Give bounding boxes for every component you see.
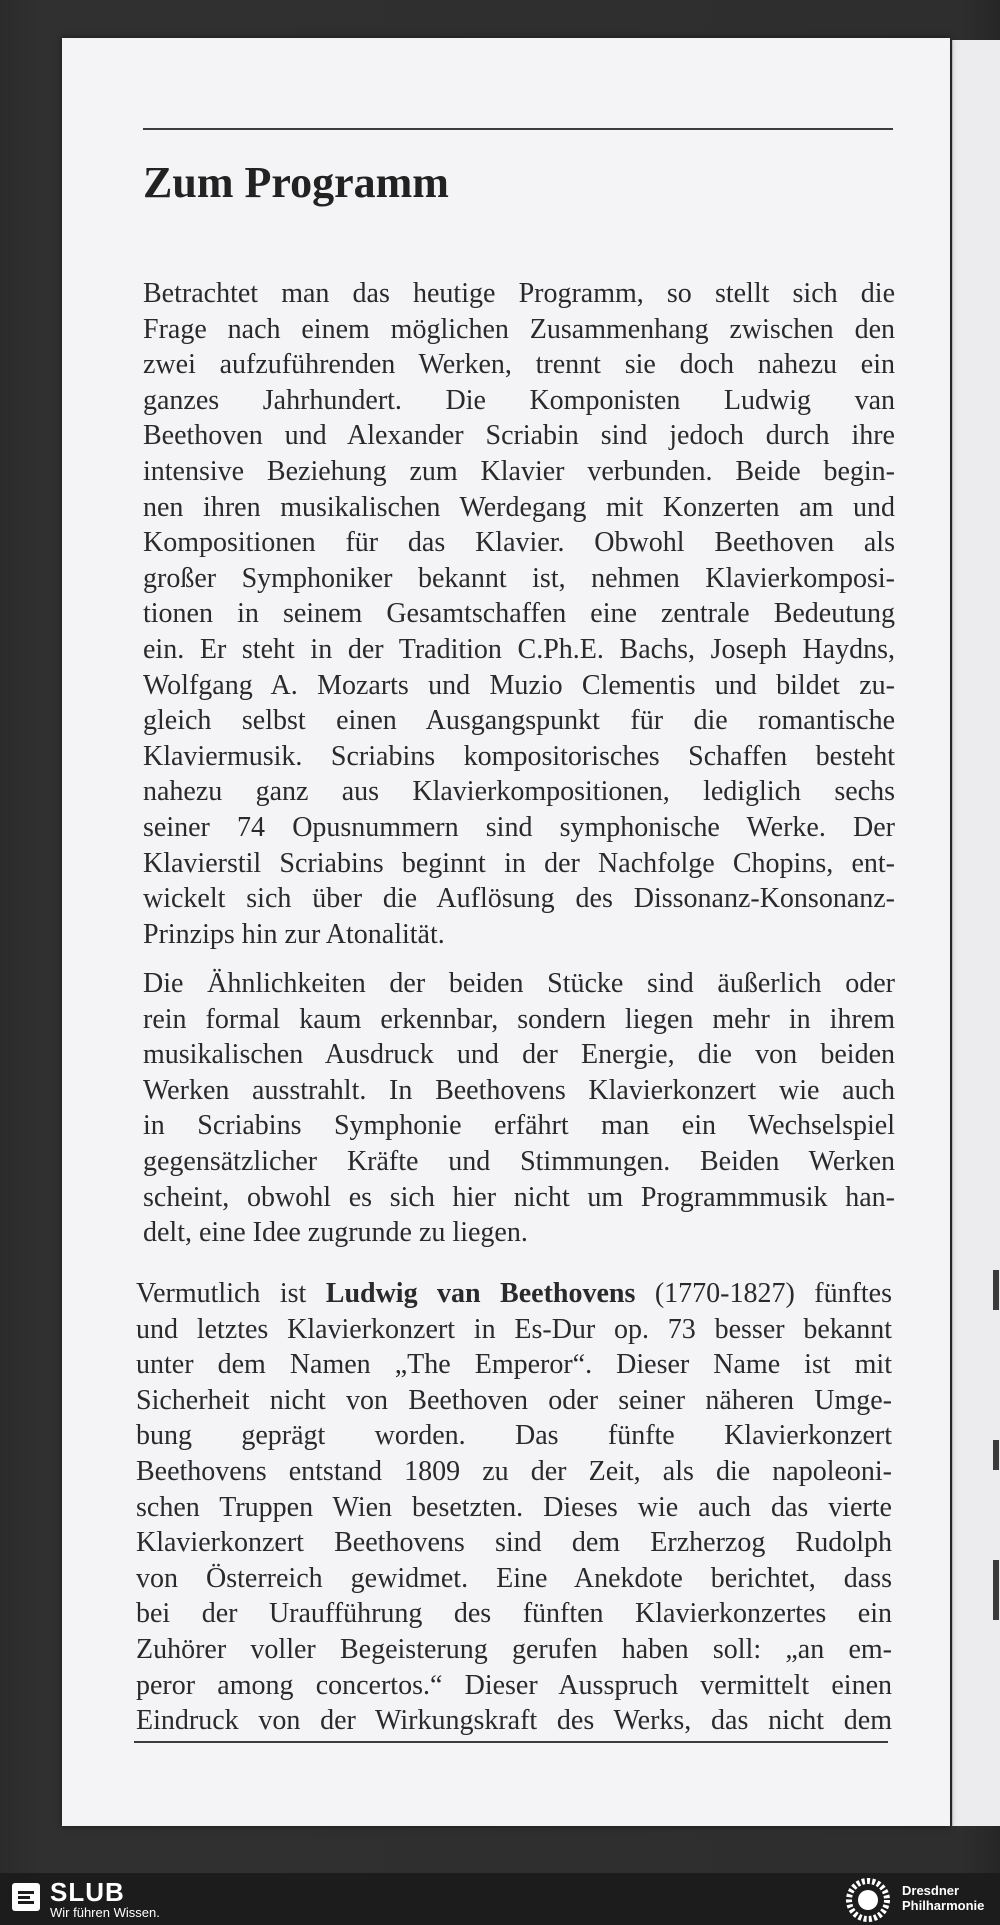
- composer-name-bold: Ludwig van Beethovens: [325, 1278, 636, 1309]
- text-line: tionen in seinem Gesamtschaffen eine zentrale Bedeutung: [143, 598, 895, 630]
- text-line: bei der Uraufführung des fünften Klavierkonzertes ein: [136, 1598, 892, 1630]
- text-line: intensive Beziehung zum Klavier verbunden. Beide begin-: [143, 455, 895, 487]
- text-line: nen ihren musikalischen Werdegang mit Konzerten am und: [143, 491, 895, 523]
- text-line: großer Symphoniker bekannt ist, nehmen Klavierkomposi-: [143, 562, 895, 594]
- text-line: Sicherheit nicht von Beethoven oder seiner näheren Umge-: [136, 1384, 892, 1416]
- text-line: Kompositionen für das Klavier. Obwohl Beethoven als: [143, 527, 895, 559]
- paragraph-similarities: [143, 966, 895, 1251]
- text-line: Prinzips hin zur Atonalität.: [143, 918, 445, 950]
- viewer-footer: [0, 1873, 1000, 1925]
- text-line: nahezu ganz aus Klavierkompositionen, lediglich sechs: [143, 776, 895, 808]
- text-line: delt, eine Idee zugrunde zu liegen.: [143, 1217, 528, 1249]
- dp-name-line1: Dresdner: [902, 1883, 960, 1898]
- dresdner-philharmonie-logo-icon: [842, 1877, 894, 1923]
- text-line: Werken ausstrahlt. In Beethovens Klavierkonzert wie auch: [143, 1074, 895, 1106]
- slub-slogan: Wir führen Wissen.: [50, 1905, 160, 1920]
- text-line: von Österreich gewidmet. Eine Anekdote berichtet, dass: [136, 1562, 892, 1594]
- page-edge-mark: [993, 1270, 999, 1310]
- text-line: Klavierstil Scriabins beginnt in der Nachfolge Chopins, ent-: [143, 847, 895, 879]
- text-line: Zuhörer voller Begeisterung gerufen haben soll: „an em-: [136, 1633, 892, 1665]
- text-line: Die Ähnlichkeiten der beiden Stücke sind äußerlich oder: [143, 968, 895, 999]
- text-line: peror among concertos.“ Dieser Ausspruch vermittelt einen: [136, 1669, 892, 1701]
- text-line: Beethoven und Alexander Scriabin sind jedoch durch ihre: [143, 420, 895, 452]
- text-line: unter dem Namen „The Emperor“. Dieser Name ist mit: [136, 1349, 892, 1381]
- text-line: zwei aufzuführenden Werken, trennt sie doch nahezu ein: [143, 349, 895, 381]
- bottom-rule: [134, 1741, 888, 1743]
- slub-name[interactable]: SLUB: [50, 1877, 125, 1907]
- text-line: scheint, obwohl es sich hier nicht um Programmmusik han-: [143, 1181, 895, 1213]
- slub-logo-icon: [12, 1883, 40, 1911]
- text-line: musikalischen Ausdruck und der Energie, die von beiden: [143, 1039, 895, 1071]
- paragraph-intro: [143, 276, 895, 952]
- page-title: Zum Programm: [143, 158, 449, 207]
- text-line: Vermutlich ist Ludwig van Beethovens (1770-1827) fünftes: [136, 1278, 892, 1309]
- text-line: in Scriabins Symphonie erfährt man ein Wechselspiel: [143, 1110, 895, 1142]
- dresdner-philharmonie-name[interactable]: [902, 1883, 984, 1913]
- adjacent-page-edge: [952, 40, 1000, 1826]
- text-line: schen Truppen Wien besetzten. Dieses wie auch das vierte: [136, 1491, 892, 1523]
- text-line: und letztes Klavierkonzert in Es-Dur op. 73 besser bekannt: [136, 1313, 892, 1345]
- top-rule: [143, 128, 893, 130]
- paragraph-beethoven: [136, 1276, 892, 1739]
- text-line: gegensätzlicher Kräfte und Stimmungen. Beiden Werken: [143, 1145, 895, 1177]
- text-line: Wolfgang A. Mozarts und Muzio Clementis und bildet zu-: [143, 669, 895, 701]
- text-line: ganzes Jahrhundert. Die Komponisten Ludwig van: [143, 384, 895, 416]
- text-line: Beethovens entstand 1809 zu der Zeit, als die napoleoni-: [136, 1455, 892, 1487]
- text-line: bung geprägt worden. Das fünfte Klavierkonzert: [136, 1420, 892, 1452]
- text-line: wickelt sich über die Auflösung des Dissonanz-Konsonanz-: [143, 883, 895, 915]
- text-line: Eindruck von der Wirkungskraft des Werks, das nicht dem: [136, 1705, 892, 1737]
- text-line: ein. Er steht in der Tradition C.Ph.E. Bachs, Joseph Haydns,: [143, 633, 895, 665]
- page-edge-mark: [993, 1560, 999, 1620]
- dp-name-line2: Philharmonie: [902, 1898, 985, 1913]
- text-line: seiner 74 Opusnummern sind symphonische Werke. Der: [143, 811, 895, 843]
- text-line: Klavierkonzert Beethovens sind dem Erzherzog Rudolph: [136, 1527, 892, 1559]
- text-line: Betrachtet man das heutige Programm, so stellt sich die: [143, 278, 895, 309]
- text-line: Frage nach einem möglichen Zusammenhang zwischen den: [143, 313, 895, 345]
- document-page: [62, 38, 950, 1826]
- text-line: rein formal kaum erkennbar, sondern liegen mehr in ihrem: [143, 1003, 895, 1035]
- text-line: gleich selbst einen Ausgangspunkt für die romantische: [143, 705, 895, 737]
- text-line: Klaviermusik. Scriabins kompositorisches Schaffen besteht: [143, 740, 895, 772]
- page-edge-mark: [993, 1440, 999, 1470]
